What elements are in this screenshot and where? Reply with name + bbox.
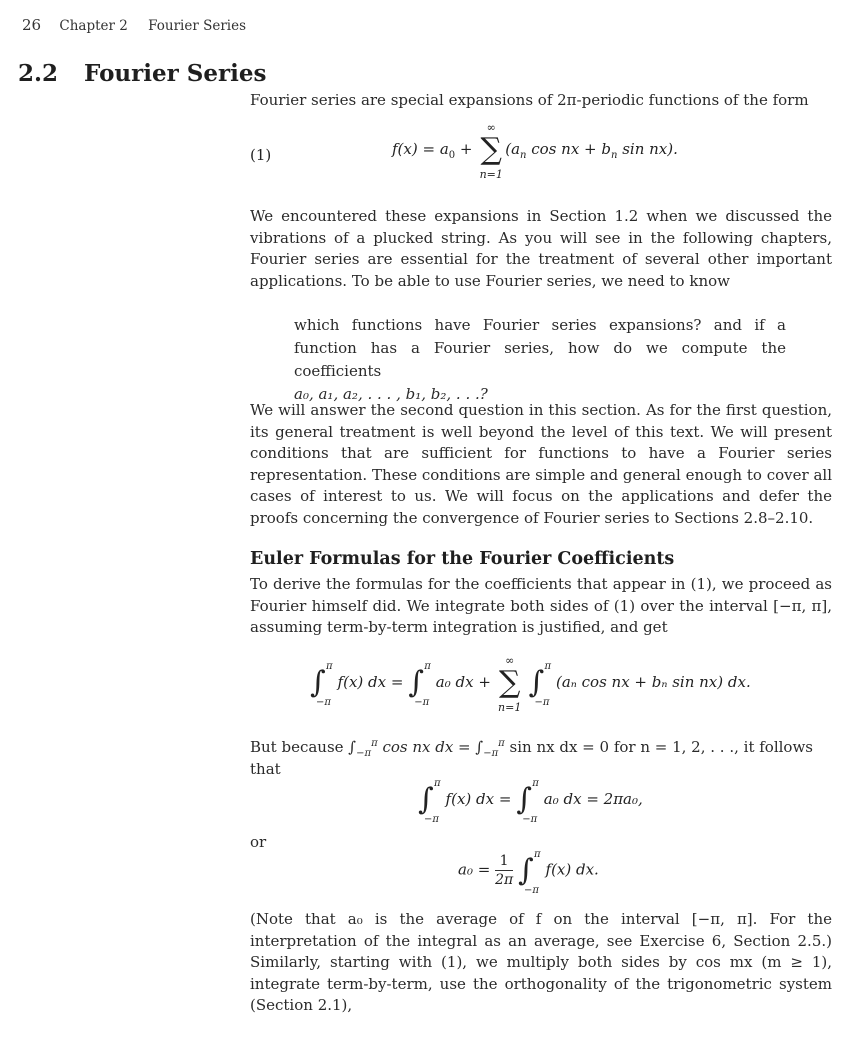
integral-sign: ∫ π −π xyxy=(528,661,552,708)
integral-sign: ∫ π −π xyxy=(310,661,333,708)
p5-b: cos nx dx = ∫ xyxy=(382,738,484,756)
equation-3 xyxy=(418,778,643,825)
running-head xyxy=(22,16,246,34)
paragraph-4: To derive the formulas for the coefficients that appear in (1), we proceed as Fourier himself did. We integrate both sides of (1) over the interval [−π, π], assuming term-by-term integration is justified, and get xyxy=(250,575,832,636)
equation-label: (1) xyxy=(250,146,272,164)
eq3-part2: a₀ dx = 2πa₀, xyxy=(543,790,643,808)
equation-4 xyxy=(458,848,599,896)
p5-c: sin nx dx = 0 for n = 1, 2, . . ., it follows xyxy=(509,738,813,756)
section-title: Fourier Series xyxy=(84,60,267,87)
int-upper: π xyxy=(544,661,552,672)
running-title: Fourier Series xyxy=(148,18,247,34)
sum-lower: n=1 xyxy=(498,701,522,714)
fraction xyxy=(495,852,513,889)
eq2-part1: f(x) dx = xyxy=(337,673,404,691)
equation-1: $f(x) = a_0$ + ∞ ∑ n=1 ($a_n$ cos nx + $b_n$ sin nx). xyxy=(392,121,678,181)
section-heading xyxy=(18,60,266,87)
summation-symbol: ∞ ∑ n=1 xyxy=(477,135,505,165)
int-upper: π xyxy=(533,848,541,860)
integral-sign: ∫ π −π xyxy=(418,778,441,825)
subsection-title: Euler Formulas for the Fourier Coefficients xyxy=(250,549,675,569)
paragraph-3: We will answer the second question in this section. As for the first question, its general treatment is well beyond the level of this text. We will present conditions that are sufficient for functions to have a Fourier series representation. These conditions are simple and general enough to cover all cases of interest to us. We will focus on the applications and defer the proofs concerning the convergence of Fourier series to Sections 2.8–2.10. xyxy=(250,401,832,527)
eq2-part2: a₀ dx + xyxy=(435,673,491,691)
eq1-lhs: f(x) = a xyxy=(392,140,449,158)
paragraph-6: (Note that a₀ is the average of f on the interval [−π, π]. For the interpretation of the integral as an average, see Exercise 6, Section 2.5.) Similarly, starting with (1), we multiply both sides by cos mx (m ≥ 1), integrate term-by-term, use the orthogonality of the trigonometric system (Section 2.1), xyxy=(250,910,832,1014)
int-upper: π xyxy=(326,661,333,672)
p5-a: But because ∫ xyxy=(250,738,357,756)
or-word: or xyxy=(250,833,267,851)
question-quote xyxy=(294,314,786,406)
int-lower: −π xyxy=(424,814,439,825)
eq4-rhs: f(x) dx. xyxy=(545,860,599,879)
integral-sign: ∫ π −π xyxy=(408,661,431,708)
int-lower: −π xyxy=(414,697,430,708)
quote-text: which functions have Fourier series expansions? and if a function has a Fourier series, how do we compute the coefficients xyxy=(294,316,786,380)
int-lower: −π xyxy=(522,814,538,825)
eq1-rhs-tail: cos nx + b xyxy=(526,140,611,158)
integral-sign: ∫ π −π xyxy=(517,848,541,896)
int-lower: −π xyxy=(316,697,331,708)
summation-symbol: ∞ ∑ n=1 xyxy=(496,668,524,698)
int-lower: −π xyxy=(534,697,550,708)
sum-upper: ∞ xyxy=(505,654,515,667)
frac-denominator: 2π xyxy=(495,872,514,888)
chapter-label: Chapter 2 xyxy=(59,18,128,34)
eq3-part1: f(x) dx = xyxy=(445,790,512,808)
sum-upper: ∞ xyxy=(486,121,496,134)
int-upper: π xyxy=(532,778,539,789)
eq1-rhs: (a xyxy=(505,140,521,158)
sum-lower: n=1 xyxy=(479,168,503,181)
paragraph-2: We encountered these expansions in Section 1.2 when we discussed the vibrations of a plucked string. As you will see in the following chapters, Fourier series are essential for the treatment of several other important applications. To be able to use Fourier series, we need to know xyxy=(250,207,832,290)
quote-coefficients: a₀, a₁, a₂, . . . , b₁, b₂, . . .? xyxy=(294,385,488,403)
page-number: 26 xyxy=(22,16,42,34)
paragraph-5-end: that xyxy=(250,760,281,778)
equation-2 xyxy=(310,654,751,714)
intro-paragraph: Fourier series are special expansions of 2π-periodic functions of the form xyxy=(250,91,809,109)
frac-numerator: 1 xyxy=(495,852,513,871)
paragraph-5: But because $\int_{-\pi}^\pi$ cos nx dx = $\int_{-\pi}^\pi$ sin nx dx = 0 for n = 1, 2, . . ., it follows xyxy=(250,738,813,759)
int-upper: π xyxy=(434,778,441,789)
integral-sign: ∫ π −π xyxy=(516,778,539,825)
int-upper: π xyxy=(424,661,431,672)
eq2-part3: (aₙ cos nx + bₙ sin nx) dx. xyxy=(556,673,751,691)
int-lower: −π xyxy=(523,884,539,896)
eq4-lhs: a₀ = xyxy=(458,860,491,879)
eq1-rhs-end: sin nx). xyxy=(617,140,678,158)
section-number: 2.2 xyxy=(18,60,59,87)
